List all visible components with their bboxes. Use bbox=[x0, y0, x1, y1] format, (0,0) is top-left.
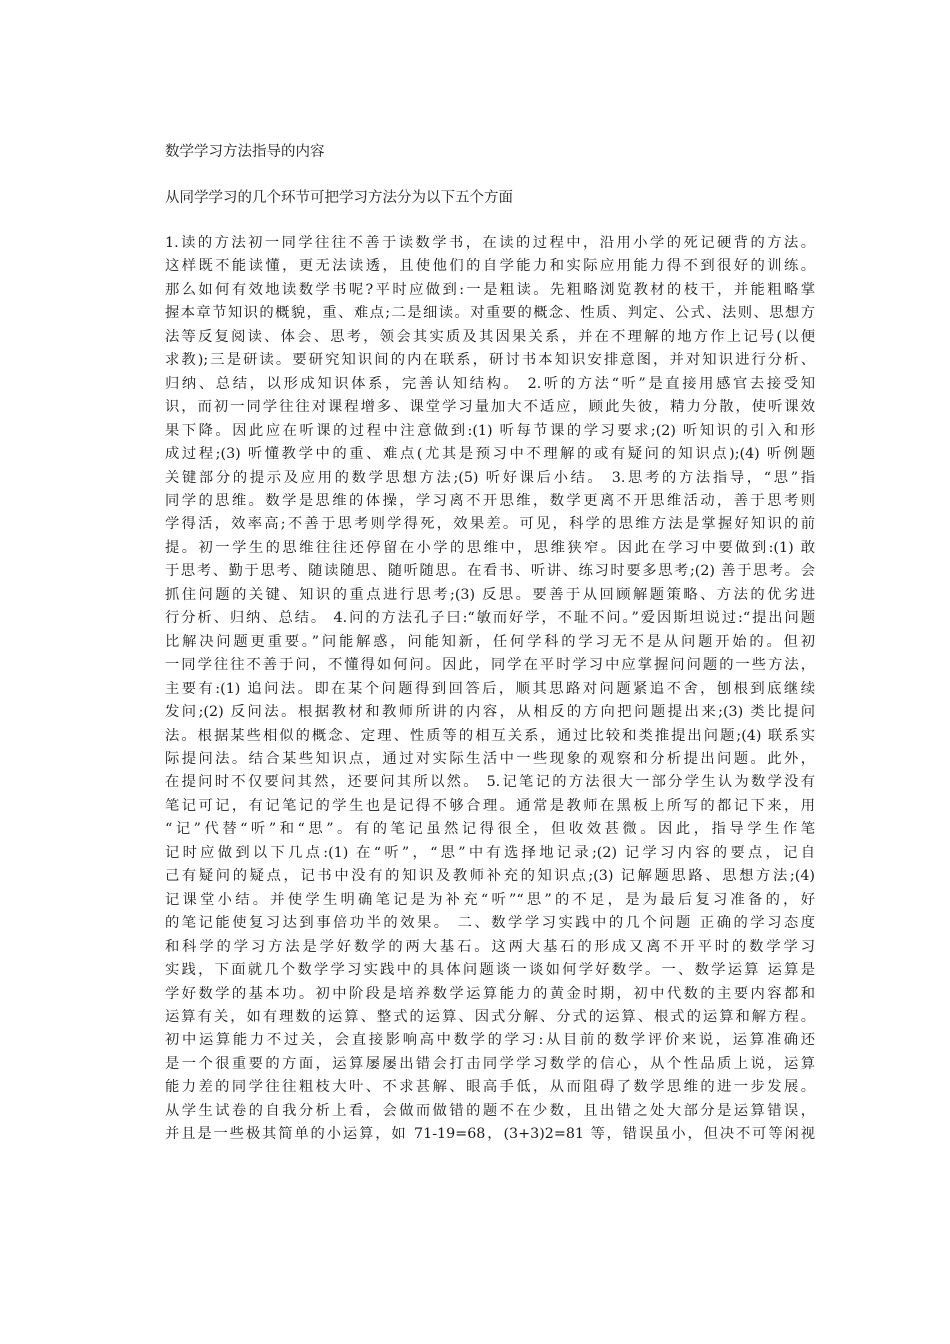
body-line: 实践，下面就几个数学学习实践中的具体问题谈一谈如何学好数学。一、数学运算 运算是 bbox=[165, 962, 815, 979]
body-line: 比解决问题更重要。”问能解惑，问能知新，任何学科的学习无不是从问题开始的。但初 bbox=[165, 633, 815, 650]
body-line: 提。初一学生的思维往往还停留在小学的思维中，思维狭窄。因此在学习中要做到:(1) 敢 bbox=[165, 539, 815, 556]
body-line: 记课堂小结。并使学生明确笔记是为补充“听”“思”的不足，是为最后复习准备的，好 bbox=[165, 891, 815, 908]
body-line: 识，而初一同学往往对课程增多、课堂学习量加大不适应，顾此失彼，精力分散，使听课效 bbox=[165, 399, 815, 416]
body-line: 一同学往往不善于问，不懂得如何问。因此，同学在平时学习中应掌握问问题的一些方法， bbox=[165, 657, 815, 674]
body-line: 那么如何有效地读数学书呢?平时应做到:一是粗读。先粗略浏览教材的枝干，并能粗略掌 bbox=[165, 281, 815, 298]
body-line: 能力差的同学往往粗枝大叶、不求甚解、眼高手低，从而阻碍了数学思维的进一步发展。 bbox=[165, 1079, 815, 1096]
body-line: 和科学的学习方法是学好数学的两大基石。这两大基石的形成又离不开平时的数学学习 bbox=[165, 938, 815, 955]
body-line: 在提问时不仅要问其然，还要问其所以然。 5.记笔记的方法很大一部分学生认为数学没有 bbox=[165, 774, 815, 791]
document-page bbox=[165, 140, 815, 1147]
body-line: 笔记可记，有记笔记的学生也是记得不够合理。通常是教师在黑板上所写的都记下来，用 bbox=[165, 797, 815, 814]
body-line: 学得活，效率高;不善于思考则学得死，效果差。可见，科学的思维方法是掌握好知识的前 bbox=[165, 516, 815, 533]
body-line: 求教);三是研读。要研究知识间的内在联系，研讨书本知识安排意图，并对知识进行分析、 bbox=[165, 352, 815, 369]
body-line: 握本章节知识的概貌，重、难点;二是细读。对重要的概念、性质、判定、公式、法则、思想方 bbox=[165, 305, 815, 322]
body-line: 同学的思维。数学是思维的体操，学习离不开思维，数学更离不开思维活动，善于思考则 bbox=[165, 492, 815, 509]
body-line: 行分析、归纳、总结。 4.问的方法孔子曰:“敏而好学，不耻不问。”爱因斯坦说过:“提出问题 bbox=[165, 610, 815, 627]
body-line: 是一个很重要的方面，运算屡屡出错会打击同学学习数学的信心，从个性品质上说，运算 bbox=[165, 1055, 815, 1072]
body-line: 己有疑问的疑点，记书中没有的知识及教师补充的知识点;(3) 记解题思路、思想方法;(4) bbox=[165, 868, 815, 885]
body-line: 并且是一些极其简单的小运算，如 71-19=68，(3+3)2=81 等，错误虽小，但决不可等闲视 bbox=[165, 1126, 815, 1143]
body-line: 果下降。因此应在听课的过程中注意做到:(1) 听每节课的学习要求;(2) 听知识的引入和形 bbox=[165, 422, 815, 439]
body-line: 归纳、总结，以形成知识体系，完善认知结构。 2.听的方法“听”是直接用感官去接受知 bbox=[165, 375, 815, 392]
body-line: 1.读的方法初一同学往往不善于读数学书，在读的过程中，沿用小学的死记硬背的方法。 bbox=[165, 235, 815, 251]
body-line: 从学生试卷的自我分析上看，会做而做错的题不在少数，且出错之处大部分是运算错误， bbox=[165, 1102, 815, 1119]
body-line: 主要有:(1) 追问法。即在某个问题得到回答后，顺其思路对问题紧追不舍，刨根到底继续 bbox=[165, 680, 815, 697]
body-line: 的笔记能使复习达到事倍功半的效果。 二、数学学习实践中的几个问题 正确的学习态度 bbox=[165, 915, 815, 932]
body-line: 法等反复阅读、体会、思考，领会其实质及其因果关系，并在不理解的地方作上记号(以便 bbox=[165, 328, 815, 345]
document-title: 数学学习方法指导的内容 bbox=[165, 144, 325, 160]
body-line: 记时应做到以下几点:(1) 在“听”，“思”中有选择地记录;(2) 记学习内容的要点，记自 bbox=[165, 844, 815, 861]
body-line: 成过程;(3) 听懂教学中的重、难点(尤其是预习中不理解的或有疑问的知识点);(4) 听例题 bbox=[165, 446, 815, 463]
document-subtitle: 从同学学习的几个环节可把学习方法分为以下五个方面 bbox=[165, 190, 513, 206]
body-line: 初中运算能力不过关，会直接影响高中数学的学习:从目前的数学评价来说，运算准确还 bbox=[165, 1032, 815, 1049]
body-line: 于思考、勤于思考、随读随思、随听随思。在看书、听讲、练习时要多思考;(2) 善于思考。会 bbox=[165, 563, 815, 580]
body-line: “记”代替“听”和“思”。有的笔记虽然记得很全，但收效甚微。因此，指导学生作笔 bbox=[165, 821, 815, 838]
body-line: 抓住问题的关键、知识的重点进行思考;(3) 反思。要善于从回顾解题策略、方法的优劣进 bbox=[165, 586, 815, 603]
body-line: 这样既不能读懂，更无法读透，且使他们的自学能力和实际应用能力得不到很好的训练。 bbox=[165, 258, 815, 275]
body-line: 际提问法。结合某些知识点，通过对实际生活中一些现象的观察和分析提出问题。此外， bbox=[165, 750, 815, 767]
body-line: 运算有关，如有理数的运算、整式的运算、因式分解、分式的运算、根式的运算和解方程。 bbox=[165, 1008, 815, 1025]
body-line: 学好数学的基本功。初中阶段是培养数学运算能力的黄金时期，初中代数的主要内容都和 bbox=[165, 985, 815, 1002]
body-line: 法。根据某些相似的概念、定理、性质等的相互关系，通过比较和类推提出问题;(4) 联系实 bbox=[165, 727, 815, 744]
body-line: 关键部分的提示及应用的数学思想方法;(5) 听好课后小结。 3.思考的方法指导，“思”指 bbox=[165, 469, 815, 486]
body-line: 发问;(2) 反问法。根据教材和教师所讲的内容，从相反的方向把问题提出来;(3) 类比提问 bbox=[165, 704, 815, 721]
document-body bbox=[165, 232, 815, 1147]
